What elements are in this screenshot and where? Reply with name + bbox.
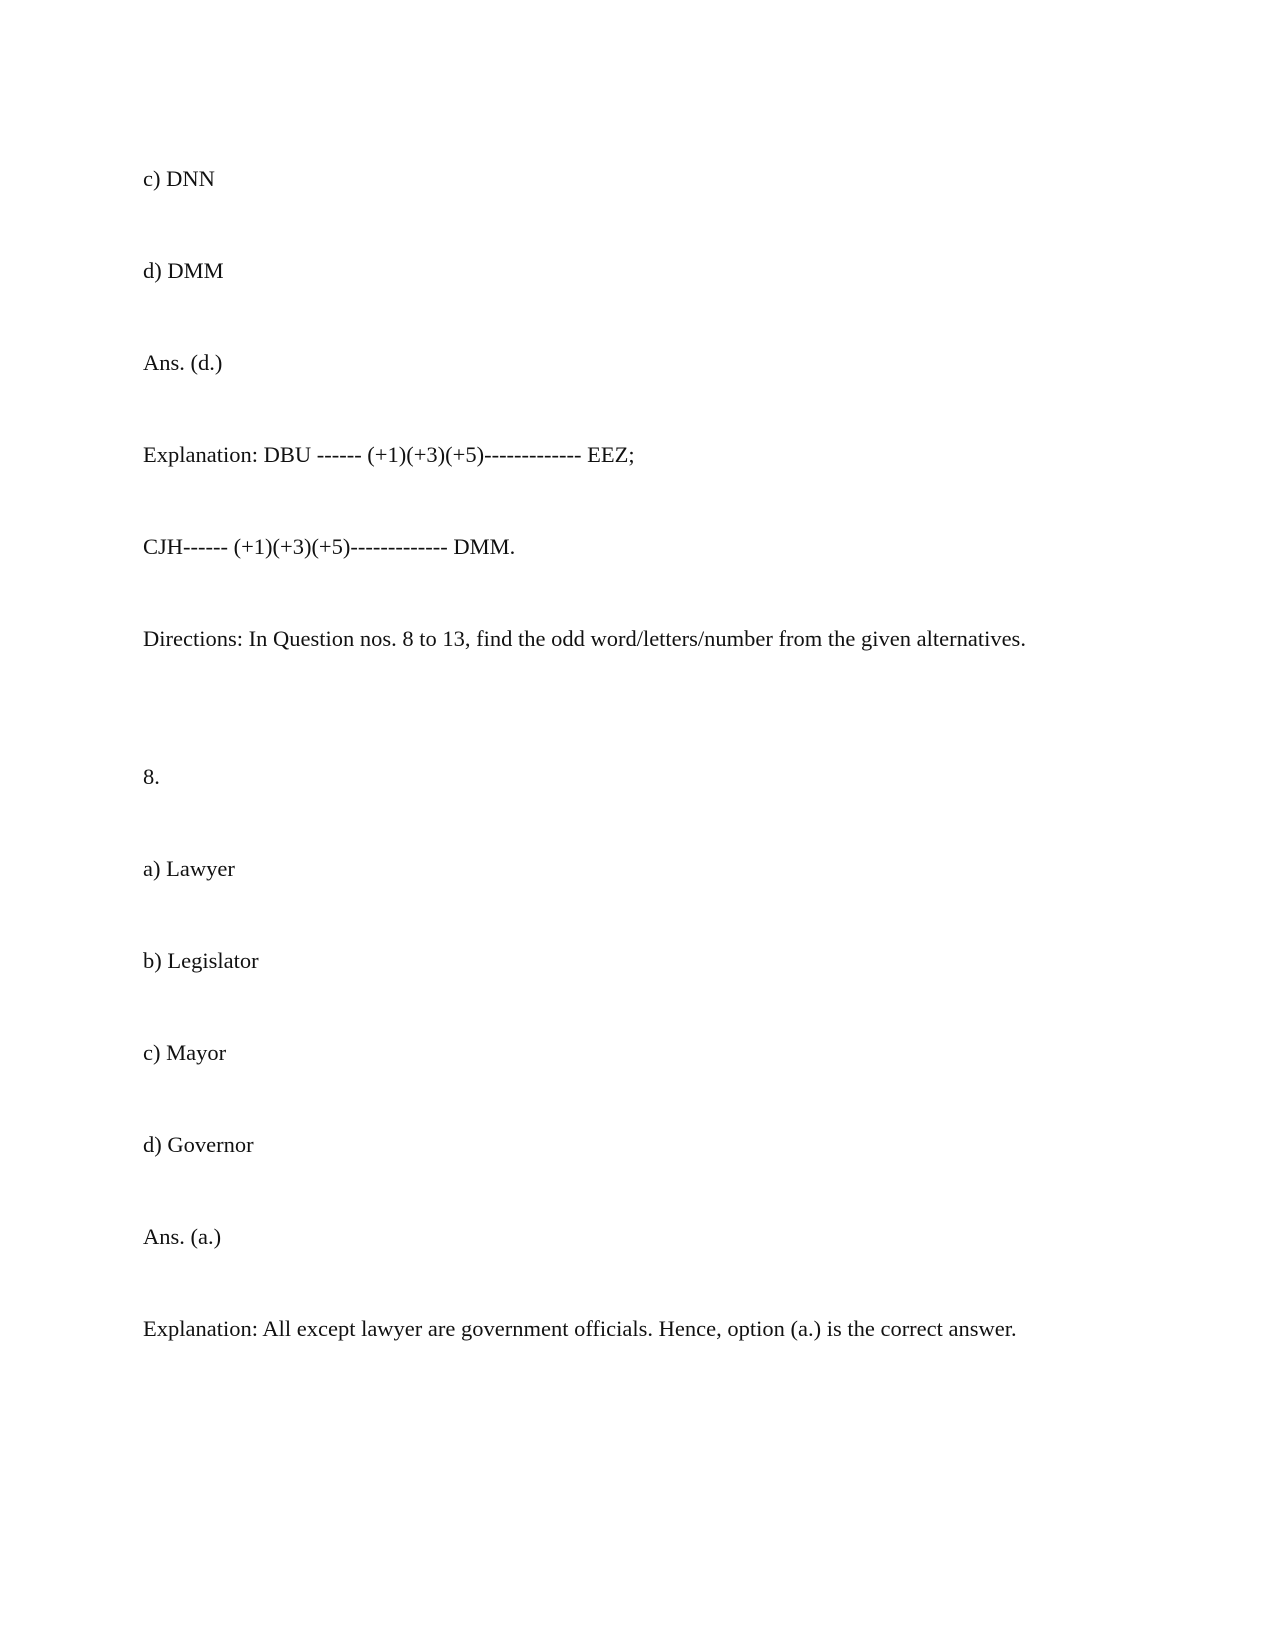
q8-option-a: a) Lawyer [143, 856, 235, 881]
q8-option-c: c) Mayor [143, 1040, 227, 1065]
q7-option-d: d) DMM [143, 258, 224, 283]
q8-answer: Ans. (a.) [143, 1224, 222, 1249]
directions-paragraph: Directions: In Question nos. 8 to 13, find the odd word/letters/number from the given alternatives. [143, 626, 1026, 651]
q7-answer: Ans. (d.) [143, 350, 223, 375]
q8-option-b: b) Legislator [143, 948, 259, 973]
q8-number: 8. [143, 764, 160, 789]
q8-explanation: Explanation: All except lawyer are government officials. Hence, option (a.) is the correct answer. [143, 1316, 1017, 1341]
q7-explanation-line-1: Explanation: DBU ------ (+1)(+3)(+5)------------- EEZ; [143, 442, 635, 467]
q8-option-d: d) Governor [143, 1132, 254, 1157]
q7-explanation-line-2: CJH------ (+1)(+3)(+5)------------- DMM. [143, 534, 516, 559]
q7-option-c: c) DNN [143, 166, 215, 191]
